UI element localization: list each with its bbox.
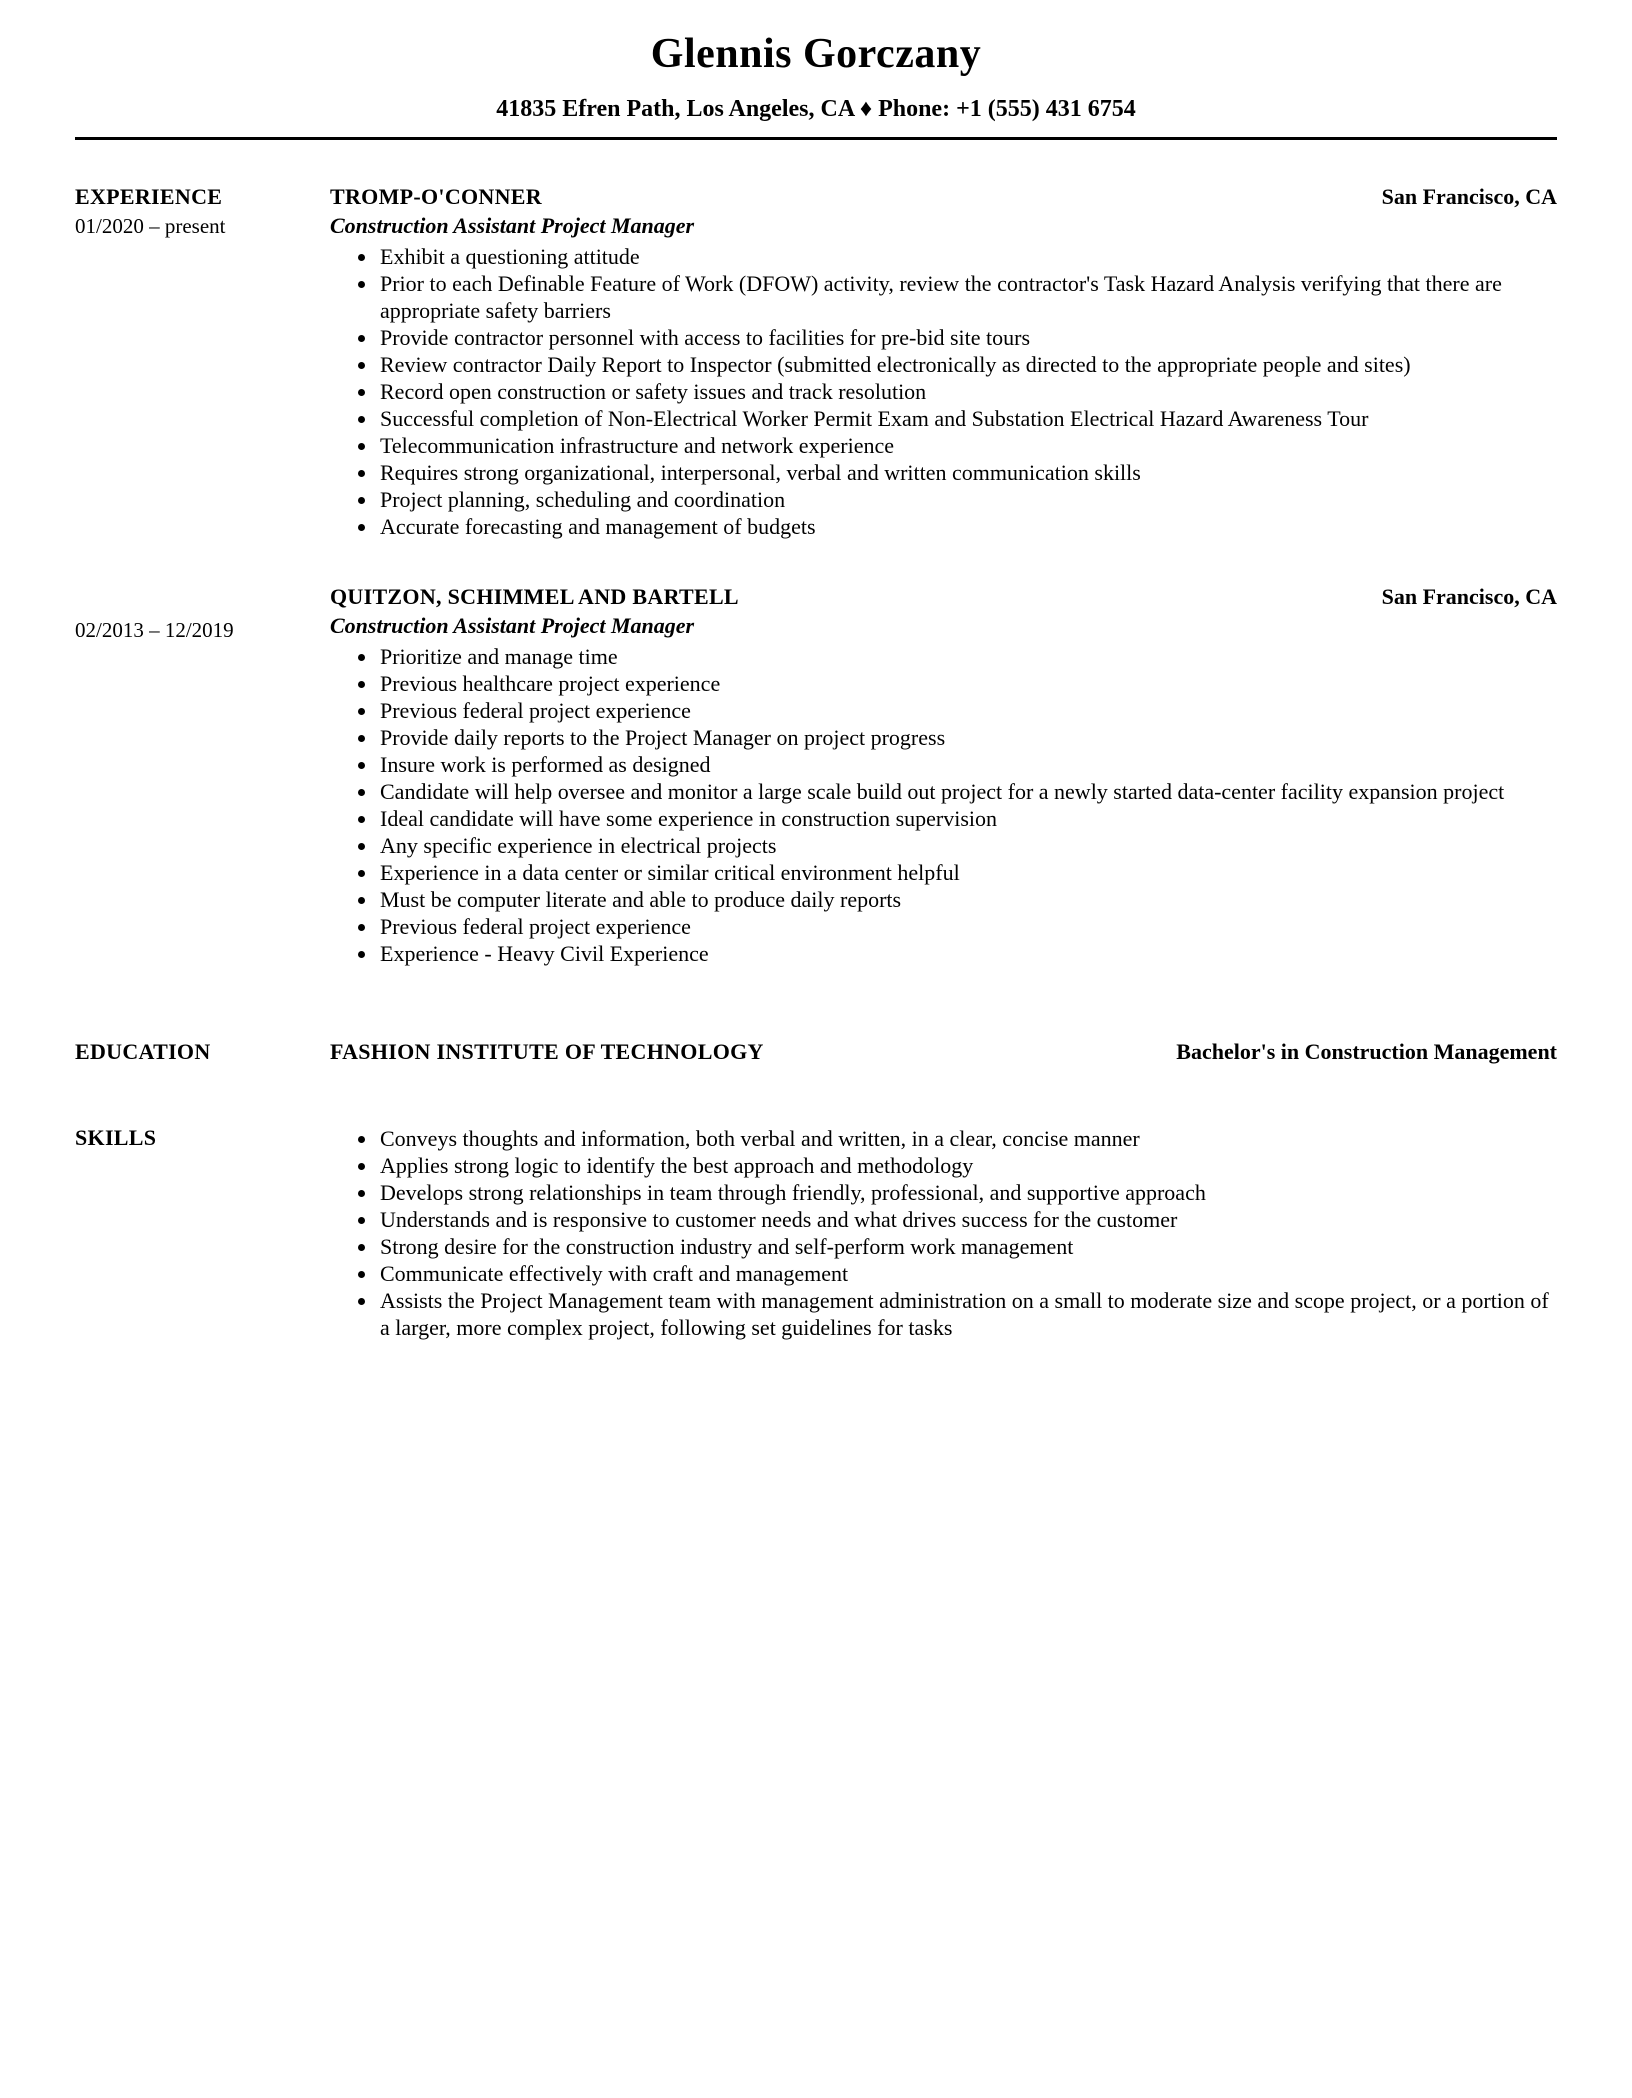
job1-date-range: 01/2020 – present — [75, 214, 226, 238]
job1-location: San Francisco, CA — [1381, 184, 1557, 209]
job-bullet: • Must be computer literate and able to produce daily reports — [378, 886, 1557, 913]
experience-left-column — [75, 184, 330, 240]
job2-bullet-list — [330, 643, 1557, 967]
job1-bullet-list — [330, 243, 1557, 540]
header-divider — [75, 137, 1557, 140]
skill-bullet: • Communicate effectively with craft and management — [378, 1260, 1557, 1287]
job-bullet: • Ideal candidate will have some experience in construction supervision — [378, 805, 1557, 832]
experience-job2-section — [75, 584, 1557, 967]
job2-entry — [330, 584, 1557, 967]
skills-section-label: SKILLS — [75, 1125, 157, 1150]
job-bullet: • Candidate will help oversee and monitor a large scale build out project for a newly started data-center facility expansion project — [378, 778, 1557, 805]
job-bullet: • Review contractor Daily Report to Inspector (submitted electronically as directed to the appropriate people and sites) — [378, 351, 1557, 378]
skill-bullet: • Understands and is responsive to customer needs and what drives success for the customer — [378, 1206, 1557, 1233]
job1-entry — [330, 184, 1557, 540]
job-bullet: • Experience in a data center or similar critical environment helpful — [378, 859, 1557, 886]
job2-company-name: QUITZON, SCHIMMEL AND BARTELL — [330, 584, 739, 609]
job2-date-range: 02/2013 – 12/2019 — [75, 618, 234, 642]
job-bullet: • Prior to each Definable Feature of Work (DFOW) activity, review the contractor's Task Hazard Analysis verifying that there are appropriate safety barriers — [378, 270, 1557, 324]
job2-title: Construction Assistant Project Manager — [330, 613, 695, 638]
job2-header — [330, 584, 1557, 610]
resume-header — [75, 30, 1557, 140]
job1-title: Construction Assistant Project Manager — [330, 213, 695, 238]
job1-header — [330, 184, 1557, 210]
job-bullet: • Accurate forecasting and management of budgets — [378, 513, 1557, 540]
candidate-name: Glennis Gorczany — [650, 31, 982, 77]
job-bullet: • Successful completion of Non-Electrical Worker Permit Exam and Substation Electrical Hazard Awareness Tour — [378, 405, 1557, 432]
education-entry — [330, 1039, 1557, 1065]
skill-bullet: • Develops strong relationships in team through friendly, professional, and supportive approach — [378, 1179, 1557, 1206]
job-bullet: • Previous federal project experience — [378, 697, 1557, 724]
job2-left-column — [75, 584, 330, 644]
job-bullet: • Previous healthcare project experience — [378, 670, 1557, 697]
skill-bullet: • Applies strong logic to identify the best approach and methodology — [378, 1152, 1557, 1179]
job-bullet: • Any specific experience in electrical projects — [378, 832, 1557, 859]
skill-bullet: • Strong desire for the construction industry and self-perform work management — [378, 1233, 1557, 1260]
experience-section — [75, 184, 1557, 540]
school-name: FASHION INSTITUTE OF TECHNOLOGY — [330, 1039, 764, 1064]
job1-company-name: TROMP-O'CONNER — [330, 184, 542, 209]
job-bullet: • Exhibit a questioning attitude — [378, 243, 1557, 270]
job-bullet: • Previous federal project experience — [378, 913, 1557, 940]
education-left-column — [75, 1039, 330, 1065]
skills-content — [330, 1125, 1557, 1341]
contact-line: 41835 Efren Path, Los Angeles, CA ♦ Phone: +1 (555) 431 6754 — [496, 96, 1136, 122]
education-section-label: EDUCATION — [75, 1039, 211, 1064]
job-bullet: • Experience - Heavy Civil Experience — [378, 940, 1557, 967]
job-bullet: • Provide daily reports to the Project Manager on project progress — [378, 724, 1557, 751]
skills-left-column — [75, 1125, 330, 1151]
job-bullet: • Record open construction or safety issues and track resolution — [378, 378, 1557, 405]
education-section — [75, 1039, 1557, 1065]
experience-section-label: EXPERIENCE — [75, 184, 223, 209]
job-bullet: • Insure work is performed as designed — [378, 751, 1557, 778]
job-bullet: • Project planning, scheduling and coordination — [378, 486, 1557, 513]
job-bullet: • Provide contractor personnel with access to facilities for pre-bid site tours — [378, 324, 1557, 351]
skill-bullet: • Conveys thoughts and information, both verbal and written, in a clear, concise manner — [378, 1125, 1557, 1152]
job2-location: San Francisco, CA — [1381, 584, 1557, 609]
skills-section — [75, 1125, 1557, 1341]
job-bullet: • Telecommunication infrastructure and network experience — [378, 432, 1557, 459]
skills-bullet-list — [330, 1125, 1557, 1341]
skill-bullet: • Assists the Project Management team with management administration on a small to moderate size and scope project, or a portion of a larger, more complex project, following set guidelines for tasks — [378, 1287, 1557, 1341]
job-bullet: • Requires strong organizational, interpersonal, verbal and written communication skills — [378, 459, 1557, 486]
degree-name: Bachelor's in Construction Management — [1176, 1039, 1557, 1064]
job-bullet: • Prioritize and manage time — [378, 643, 1557, 670]
